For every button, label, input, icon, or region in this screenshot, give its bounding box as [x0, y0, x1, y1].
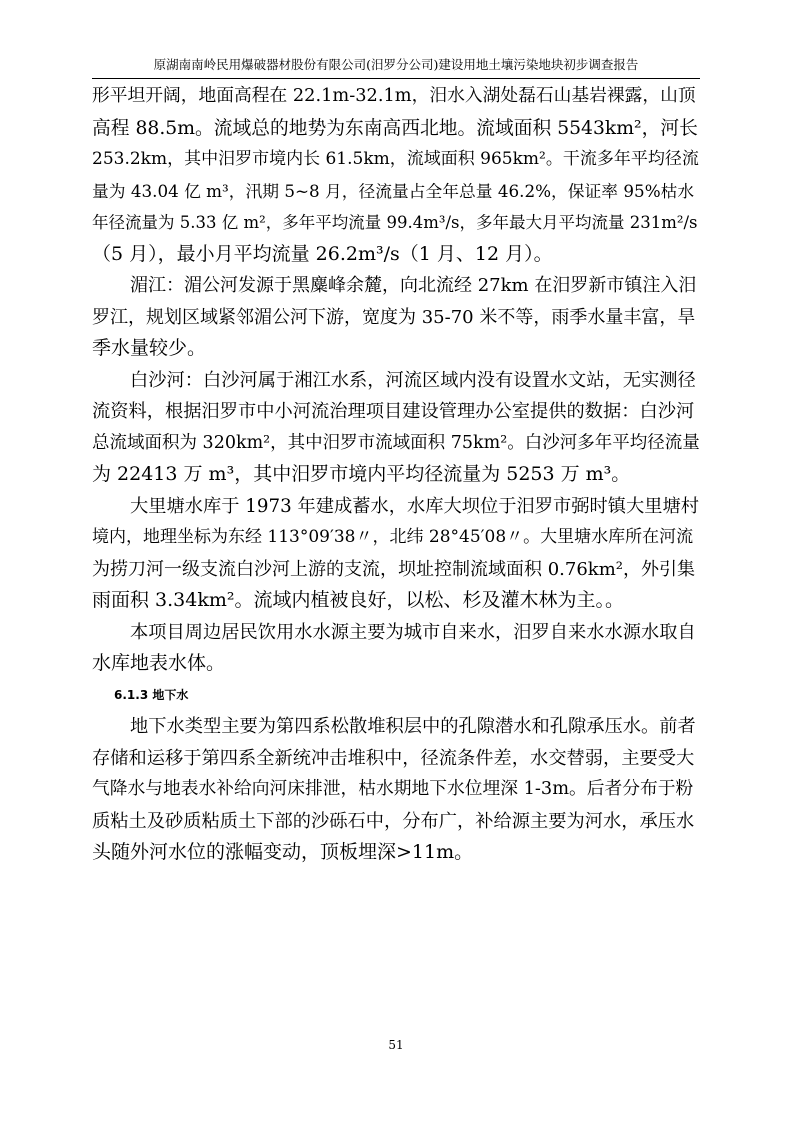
text-line: 253.2km，其中汨罗市境内长 61.5km，流域面积 965km²。干流多年平均径流	[92, 149, 699, 169]
text-line: （5 月），最小月平均流量 26.2m³/s（1 月、12 月）。	[92, 242, 553, 265]
text-line: 存储和运移于第四系全新统冲击堆积中，径流条件差，水交替弱，主要受大	[92, 747, 695, 769]
text-line: 头随外河水位的涨幅变动，顶板埋深>11m。	[92, 841, 474, 863]
header-divider	[92, 78, 700, 79]
text-line: 白沙河：白沙河属于湘江水系，河流区域内没有设置水文站，无实测径	[130, 369, 696, 391]
section-heading: 6.1.3 地下水	[114, 687, 189, 702]
text-line: 总流域面积为 320km²，其中汨罗市流域面积 75km²。白沙河多年平均径流量	[92, 432, 700, 453]
text-line: 年径流量为 5.33 亿 m²，多年平均流量 99.4m³/s，多年最大月平均流量 231m²/s	[92, 213, 698, 232]
text-line: 形平坦开阔，地面高程在 22.1m-32.1m，汨水入湖处磊石山基岩裸露，山顶	[92, 86, 696, 106]
page-number: 51	[388, 1038, 404, 1052]
text-line: 量为 43.04 亿 m³，汛期 5~8 月，径流量占全年总量 46.2%，保证率 95%枯水	[92, 180, 695, 201]
text-line: 罗江，规划区域紧邻湄公河下游，宽度为 35-70 米不等，雨季水量丰富，旱	[92, 306, 696, 328]
text-line: 为捞刀河一级支流白沙河上游的支流，坝址控制流域面积 0.76km²，外引集	[92, 558, 695, 580]
page-header: 原湖南南岭民用爆破器材股份有限公司(汨罗分公司)建设用地土壤污染地块初步调查报告	[153, 57, 639, 72]
section-paragraphs	[92, 711, 700, 869]
text-line: 高程 88.5m。流域总的地势为东南高西北地。流域面积 5543km²，河长	[92, 117, 698, 139]
body-paragraphs	[92, 81, 700, 680]
document-body	[92, 81, 700, 869]
text-line: 大里塘水库于 1973 年建成蓄水，水库大坝位于汨罗市弼时镇大里塘村	[130, 495, 700, 517]
text-line: 气降水与地表水补给向河床排泄，枯水期地下水位埋深 1-3m。后者分布于粉	[92, 779, 694, 799]
text-line: 为 22413 万 m³，其中汨罗市境内平均径流量为 5253 万 m³。	[92, 463, 631, 485]
text-line: 境内，地理坐标为东经 113°09′38〃，北纬 28°45′08〃。大里塘水库所在河流	[92, 527, 694, 547]
text-line: 季水量较少。	[92, 337, 207, 359]
text-line: 湄江：湄公河发源于黑麋峰余麓，向北流经 27km 在汨罗新市镇注入汨	[130, 275, 697, 296]
text-line: 质粘土及砂质粘质土下部的沙砾石中，分布广，补给源主要为河水，承压水	[92, 810, 695, 832]
text-line: 本项目周边居民饮用水水源主要为城市自来水，汨罗自来水水源水取自	[130, 621, 696, 643]
text-line: 水库地表水体。	[92, 652, 226, 674]
text-line: 地下水类型主要为第四系松散堆积层中的孔隙潜水和孔隙承压水。前者	[130, 716, 696, 737]
text-line: 流资料，根据汨罗市中小河流治理项目建设管理办公室提供的数据：白沙河	[92, 401, 695, 422]
text-line: 雨面积 3.34km²。流域内植被良好，以松、杉及灌木林为主。。	[92, 589, 624, 611]
